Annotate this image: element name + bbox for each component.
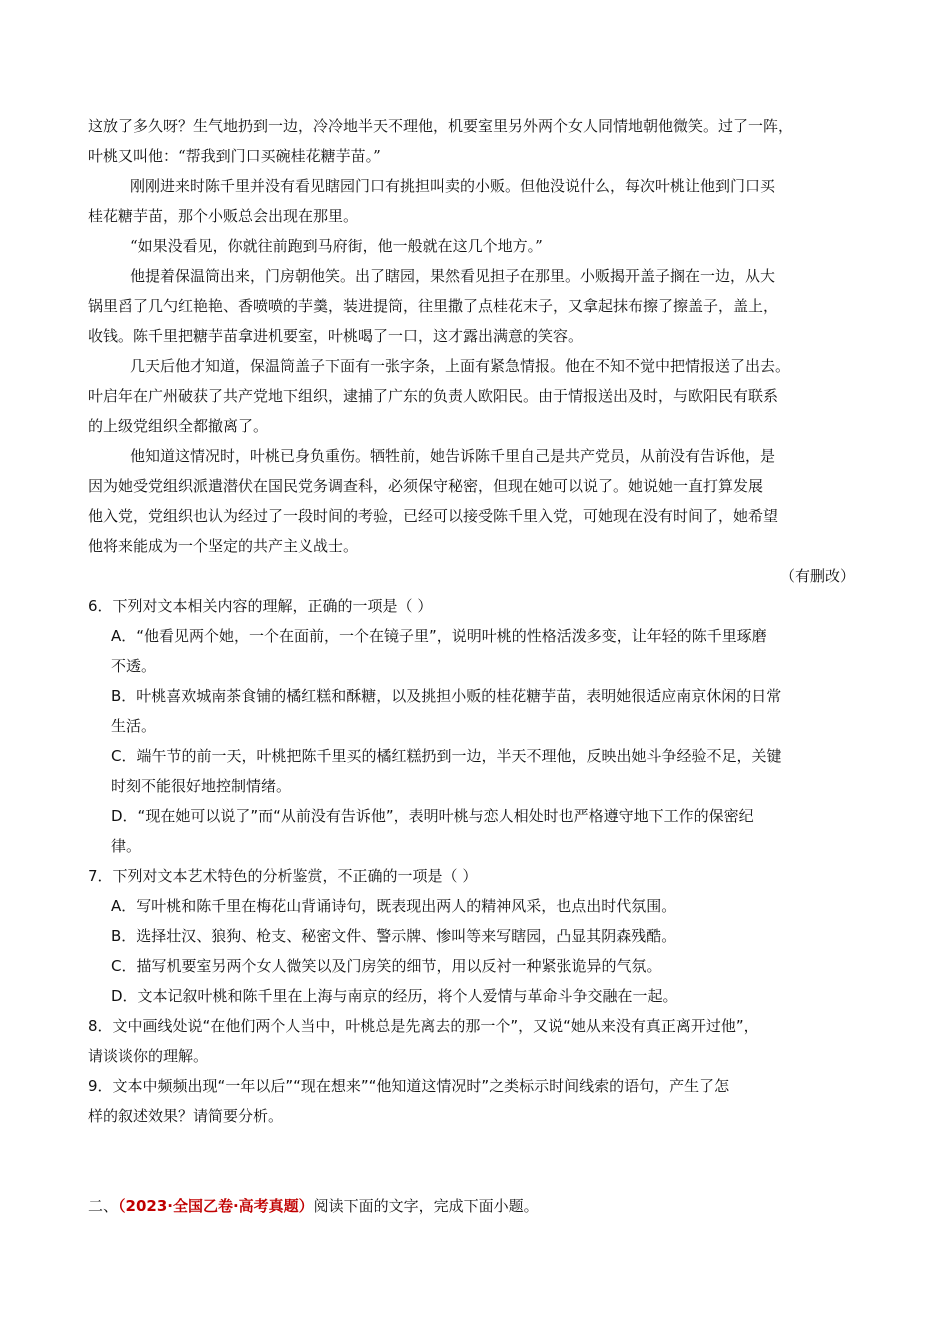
story-line-2: 叶桃又叫他：“帮我到门口买碗桂花糖芋苗。” xyxy=(88,147,381,165)
story-line-15: 他将来能成为一个坚定的共产主义战士。 xyxy=(88,537,359,555)
question-8-line2: 请谈谈你的理解。 xyxy=(88,1047,209,1065)
story-line-14: 他入党，党组织也认为经过了一段时间的考验，已经可以接受陈千里入党，可她现在没有时间了，她希望 xyxy=(88,507,779,525)
story-line-8: 收钱。陈千里把糖芋苗拿进机要室，叶桃喝了一口，这才露出满意的笑容。 xyxy=(88,327,584,345)
question-6-option-b-line2: 生活。 xyxy=(111,717,157,735)
story-line-5: “如果没看见，你就往前跑到马府街，他一般就在这几个地方。” xyxy=(130,237,543,255)
question-7-stem: 7．下列对文本艺术特色的分析鉴赏，不正确的一项是（ ） xyxy=(88,867,478,885)
question-8-line1: 8．文中画线处说“在他们两个人当中，叶桃总是先离去的那一个”，又说“她从来没有真正离开过他”， xyxy=(88,1017,759,1035)
section-2-instruction: 阅读下面的文字，完成下面小题。 xyxy=(313,1197,539,1215)
story-note: （有删改） xyxy=(779,567,855,585)
question-6-stem: 6．下列对文本相关内容的理解，正确的一项是（ ） xyxy=(88,597,433,615)
question-9-line1: 9．文本中频频出现“一年以后”“现在想来”“他知道这情况时”之类标示时间线索的语句，产生了怎 xyxy=(88,1077,730,1095)
question-7-option-d: D．文本记叙叶桃和陈千里在上海与南京的经历，将个人爱情与革命斗争交融在一起。 xyxy=(111,987,678,1005)
story-line-3: 刚刚进来时陈千里并没有看见瞎园门口有挑担叫卖的小贩。但他没说什么，每次叶桃让他到门口买 xyxy=(130,177,776,195)
story-line-11: 的上级党组织全都撤离了。 xyxy=(88,417,269,435)
section-2-prefix: 二、 xyxy=(88,1197,119,1215)
question-7-option-a: A．写叶桃和陈千里在梅花山背诵诗句，既表现出两人的精神风采，也点出时代氛围。 xyxy=(111,897,677,915)
question-9-line2: 样的叙述效果？请简要分析。 xyxy=(88,1107,284,1125)
story-line-12: 他知道这情况时，叶桃已身负重伤。牺牲前，她告诉陈千里自己是共产党员，从前没有告诉他，是 xyxy=(130,447,776,465)
story-line-1: 这放了多久呀？生气地扔到一边，冷冷地半天不理他，机要室里另外两个女人同情地朝他微笑。过了一阵， xyxy=(88,117,794,135)
story-line-10: 叶启年在广州破获了共产党地下组织，逮捕了广东的负责人欧阳民。由于情报送出及时，与欧阳民有联系 xyxy=(88,387,779,405)
story-line-9: 几天后他才知道，保温筒盖子下面有一张字条，上面有紧急情报。他在不知不觉中把情报送了出去。 xyxy=(130,357,791,375)
story-line-6: 他提着保温筒出来，门房朝他笑。出了瞎园，果然看见担子在那里。小贩揭开盖子搁在一边，从大 xyxy=(130,267,776,285)
question-6-option-c-line2: 时刻不能很好地控制情绪。 xyxy=(111,777,292,795)
question-6-option-b-line1: B．叶桃喜欢城南茶食铺的橘红糕和酥糖，以及挑担小贩的桂花糖芋苗，表明她很适应南京休闲的日常 xyxy=(111,687,782,705)
section-2-source: （2023·全国乙卷·高考真题） xyxy=(118,1197,314,1215)
question-6-option-d-line1: D．“现在她可以说了”而“从前没有告诉他”，表明叶桃与恋人相处时也严格遵守地下工作的保密纪 xyxy=(111,807,754,825)
section-2-heading xyxy=(88,1196,539,1216)
story-line-13: 因为她受党组织派遣潜伏在国民党务调查科，必须保守秘密，但现在她可以说了。她说她一直打算发展 xyxy=(88,477,764,495)
question-6-option-a-line2: 不透。 xyxy=(111,657,157,675)
question-6-option-c-line1: C．端午节的前一天，叶桃把陈千里买的橘红糕扔到一边，半天不理他，反映出她斗争经验不足，关键 xyxy=(111,747,782,765)
story-line-4: 桂花糖芋苗，那个小贩总会出现在那里。 xyxy=(88,207,359,225)
question-7-option-c: C．描写机要室另两个女人微笑以及门房笑的细节，用以反衬一种紧张诡异的气氛。 xyxy=(111,957,662,975)
question-7-option-b: B．选择壮汉、狼狗、枪支、秘密文件、警示牌、惨叫等来写瞎园，凸显其阴森残酷。 xyxy=(111,927,677,945)
question-6-option-d-line2: 律。 xyxy=(111,837,142,855)
story-line-7: 锅里舀了几勺红艳艳、香喷喷的芋羹，装进提筒，往里撒了点桂花末子，又拿起抹布擦了擦盖子，盖上， xyxy=(88,297,779,315)
question-6-option-a-line1: A．“他看见两个她，一个在面前，一个在镜子里”，说明叶桃的性格活泼多变，让年轻的陈千里琢磨 xyxy=(111,627,767,645)
